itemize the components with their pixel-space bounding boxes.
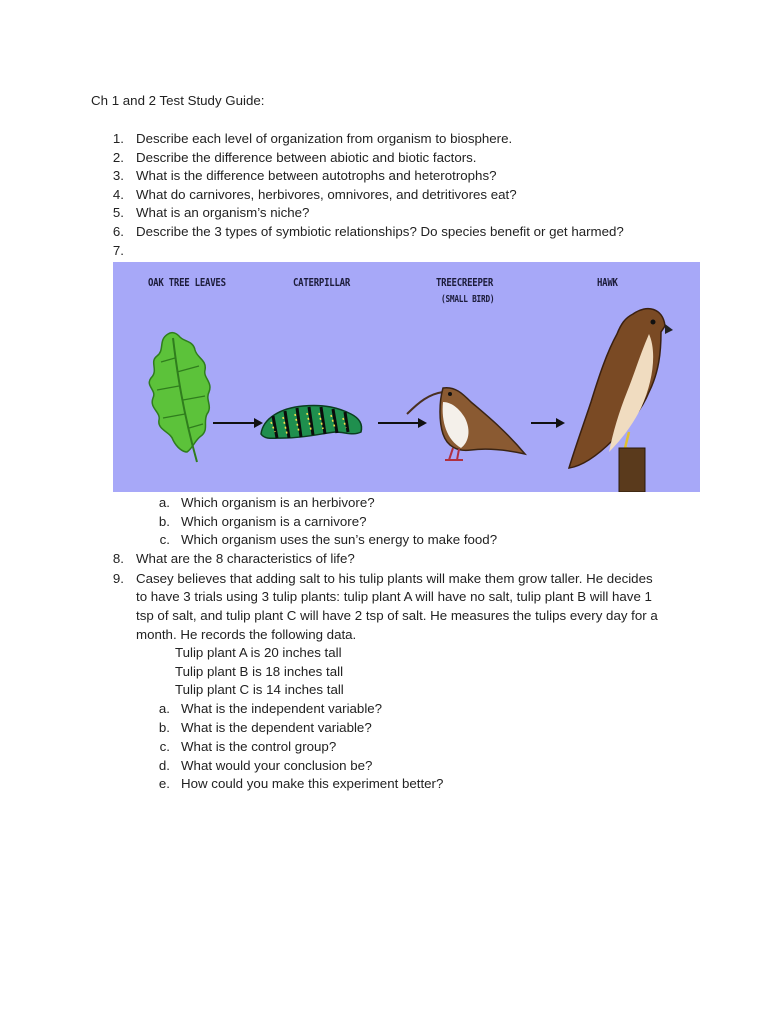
- sub-letter: e.: [158, 776, 170, 791]
- oak-leaf-icon: [149, 333, 210, 462]
- question-number: 2.: [112, 150, 124, 165]
- food-chain-drawing: [113, 262, 700, 492]
- sub-letter: b.: [158, 720, 170, 735]
- question-number: 4.: [112, 187, 124, 202]
- sub-question-text: Which organism is an herbivore?: [181, 495, 375, 510]
- food-chain-illustration: [113, 262, 700, 492]
- caterpillar-icon: [261, 405, 362, 438]
- page-title: Ch 1 and 2 Test Study Guide:: [91, 93, 265, 108]
- question-number: 7.: [112, 243, 124, 258]
- question-text: What is an organism’s niche?: [136, 205, 310, 220]
- data-line: Tulip plant C is 14 inches tall: [175, 682, 344, 697]
- arrow-icon: [213, 418, 263, 428]
- label-oak-tree-leaves: OAK TREE LEAVES: [148, 276, 226, 289]
- sub-letter: c.: [159, 739, 170, 754]
- question-number: 1.: [112, 131, 124, 146]
- hawk-icon: [569, 309, 673, 492]
- question-text: Describe each level of organization from organism to biosphere.: [136, 131, 513, 146]
- sub-question-text: How could you make this experiment better?: [181, 776, 444, 791]
- sub-question-text: What is the independent variable?: [181, 701, 383, 716]
- question-text: Describe the difference between abiotic and biotic factors.: [136, 150, 477, 165]
- label-hawk: HAWK: [597, 276, 618, 289]
- sub-question-text: Which organism uses the sun’s energy to make food?: [181, 532, 498, 547]
- question-text: What are the 8 characteristics of life?: [136, 551, 355, 566]
- question-number: 3.: [112, 168, 124, 183]
- label-small-bird: (SMALL BIRD): [441, 294, 495, 305]
- question-number: 6.: [112, 224, 124, 239]
- data-line: Tulip plant B is 18 inches tall: [175, 664, 344, 679]
- sub-question-text: What would your conclusion be?: [181, 758, 373, 773]
- question-number: 9.: [112, 571, 124, 586]
- question-text-line: Casey believes that adding salt to his tulip plants will make them grow taller. He decides: [136, 571, 653, 586]
- label-caterpillar: CATERPILLAR: [293, 276, 351, 289]
- question-number: 8.: [112, 551, 124, 566]
- sub-question-text: What is the control group?: [181, 739, 337, 754]
- sub-letter: a.: [158, 701, 170, 716]
- question-text-line: tsp of salt, and tulip plant C will have 2 tsp of salt. He measures the tulips every day for a: [136, 608, 658, 623]
- question-text: What do carnivores, herbivores, omnivores, and detritivores eat?: [136, 187, 517, 202]
- question-text-line: month. He records the following data.: [136, 627, 357, 642]
- question-number: 5.: [112, 205, 124, 220]
- sub-letter: d.: [158, 758, 170, 773]
- sub-question-text: What is the dependent variable?: [181, 720, 372, 735]
- question-text: Describe the 3 types of symbiotic relationships? Do species benefit or get harmed?: [136, 224, 624, 239]
- sub-letter: c.: [159, 532, 170, 547]
- label-treecreeper: TREECREEPER: [436, 276, 494, 289]
- sub-question-text: Which organism is a carnivore?: [181, 514, 367, 529]
- arrow-icon: [378, 418, 427, 428]
- question-text: What is the difference between autotrophs and heterotrophs?: [136, 168, 497, 183]
- arrow-icon: [531, 418, 565, 428]
- data-line: Tulip plant A is 20 inches tall: [175, 645, 342, 660]
- question-text-line: to have 3 trials using 3 tulip plants: tulip plant A will have no salt, tulip plant B will have 1: [136, 589, 652, 604]
- sub-letter: b.: [158, 514, 170, 529]
- sub-letter: a.: [158, 495, 170, 510]
